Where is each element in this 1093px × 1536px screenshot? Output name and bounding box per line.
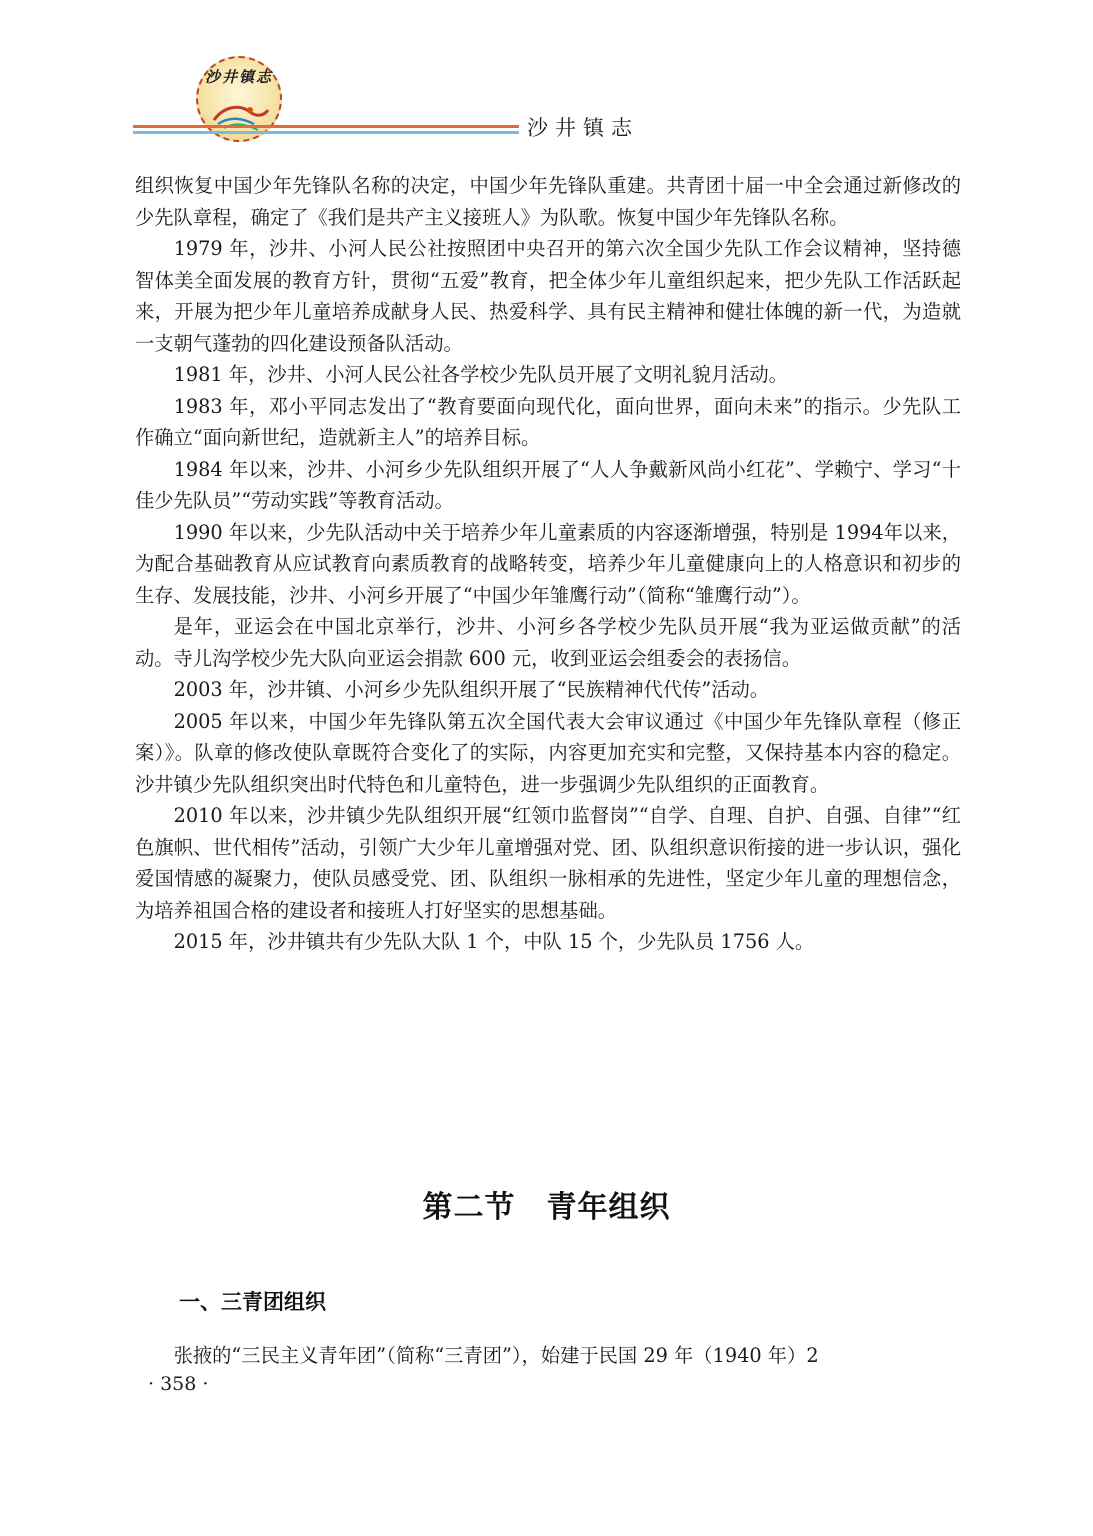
subsection-title: 一、三青团组织 (179, 1290, 326, 1314)
running-title: 沙井镇志 (527, 116, 639, 140)
logo-text: 沙井镇志 (204, 68, 273, 86)
paragraph: 是年，亚运会在中国北京举行，沙井、小河乡各学校少先队员开展“我为亚运做贡献”的活动。寺儿沟学校少先大队向亚运会捐款 600 元，收到亚运会组委会的表扬信。 (135, 615, 961, 670)
paragraph: 1983 年，邓小平同志发出了“教育要面向现代化，面向世界，面向未来”的指示。少先队工作确立“面向新世纪，造就新主人”的培养目标。 (135, 394, 961, 449)
book-logo (196, 56, 282, 142)
paragraph: 2015 年，沙井镇共有少先队大队 1 个，中队 15 个，少先队员 1756 人。 (173, 930, 815, 953)
paragraph: 1981 年，沙井、小河人民公社各学校少先队员开展了文明礼貌月活动。 (173, 363, 788, 386)
paragraph: 2005 年以来，中国少年先锋队第五次全国代表大会审议通过《中国少年先锋队章程（修正案）》。队章的修改使队章既符合变化了的实际，内容更加充实和完整，又保持基本内容的稳定。沙井镇少先队组织突出时代特色和儿童特色，进一步强调少先队组织的正面教育。 (135, 709, 961, 796)
phoenix-icon (210, 98, 270, 134)
section-title: 第二节 青年组织 (422, 1190, 671, 1225)
paragraph: 张掖的“三民主义青年团”（简称“三青团”），始建于民国 29 年（1940 年）2 (173, 1344, 819, 1367)
paragraph: 1979 年，沙井、小河人民公社按照团中央召开的第六次全国少先队工作会议精神，坚持德智体美全面发展的教育方针，贯彻“五爱”教育，把全体少年儿童组织起来，把少先队工作活跃起来，开展为把少年儿童培养成献身人民、热爱科学、具有民主精神和健壮体魄的新一代，为造就一支朝气蓬勃的四化建设预备队活动。 (135, 237, 961, 355)
paragraph: 2010 年以来，沙井镇少先队组织开展“红领巾监督岗”“自学、自理、自护、自强、自律”“红色旗帜、世代相传”活动，引领广大少年儿童增强对党、团、队组织意识衔接的进一步认识，强化爱国情感的凝聚力，使队员感受党、团、队组织一脉相承的先进性，坚定少年儿童的理想信念，为培养祖国合格的建设者和接班人打好坚实的思想基础。 (135, 804, 961, 922)
page-number: · 358 · (148, 1373, 209, 1395)
header-rule-blue (133, 131, 519, 134)
header-rule-orange (133, 125, 519, 128)
paragraph: 2003 年，沙井镇、小河乡少先队组织开展了“民族精神代代传”活动。 (173, 678, 770, 701)
paragraph: 1990 年以来，少先队活动中关于培养少年儿童素质的内容逐渐增强，特别是 1994年以来，为配合基础教育从应试教育向素质教育的战略转变，培养少年儿童健康向上的人格意识和初步的生存、发展技能，沙井、小河乡开展了“中国少年雏鹰行动”（简称“雏鹰行动”）。 (135, 520, 961, 607)
paragraph: 组织恢复中国少年先锋队名称的决定，中国少年先锋队重建。共青团十届一中全会通过新修改的少先队章程，确定了《我们是共产主义接班人》为队歌。恢复中国少年先锋队名称。 (135, 174, 961, 229)
paragraph: 1984 年以来，沙井、小河乡少先队组织开展了“人人争戴新风尚小红花”、学赖宁、学习“十佳少先队员”“劳动实践”等教育活动。 (135, 457, 961, 512)
body-text (135, 170, 961, 958)
page-header (0, 0, 1093, 160)
